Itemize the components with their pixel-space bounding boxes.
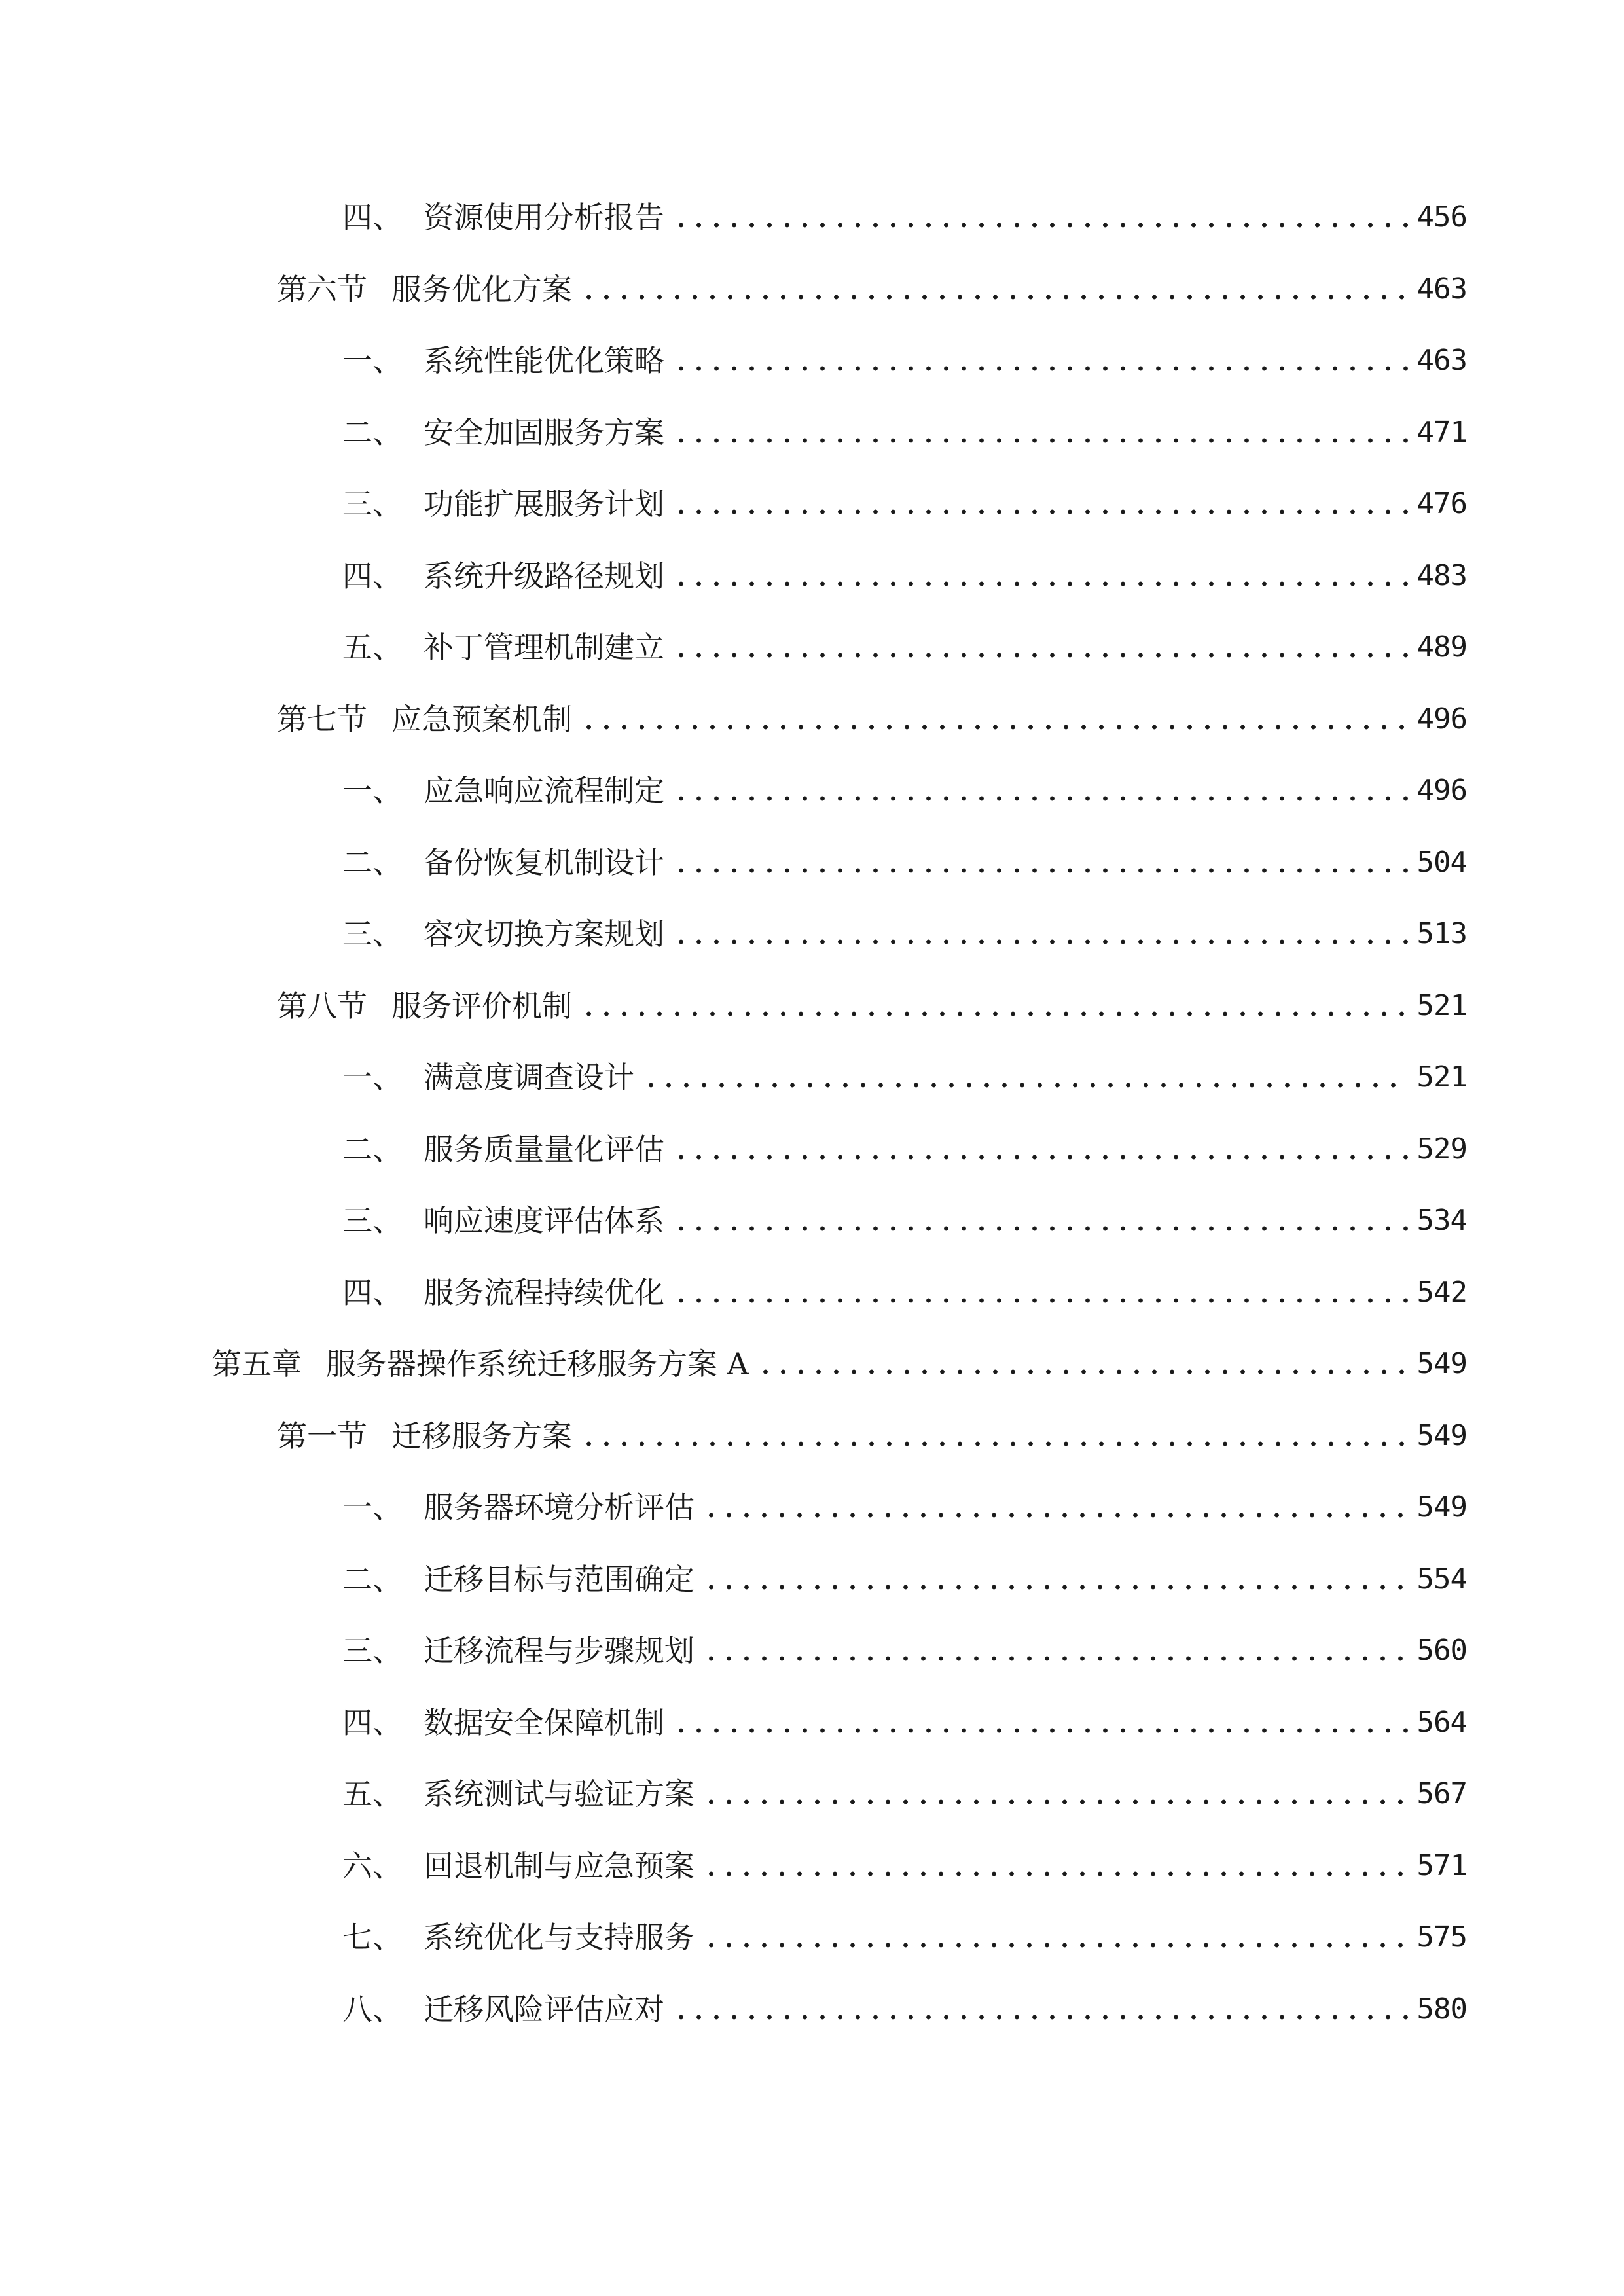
toc-entry-title: 服务质量量化评估 <box>424 1132 664 1167</box>
toc-entry-title: 补丁管理机制建立 <box>424 630 664 665</box>
toc-entry-page: 549 <box>1416 1347 1467 1380</box>
toc-entry-number: 二、 <box>342 845 403 880</box>
toc-entry-title: 服务优化方案 <box>391 272 572 307</box>
toc-entry-title: 系统优化与支持服务 <box>424 1920 695 1955</box>
toc-entry-page: 567 <box>1416 1777 1467 1810</box>
toc-entry-number: 一、 <box>342 1060 403 1095</box>
toc-entry[interactable] <box>342 191 1467 243</box>
toc-entry[interactable] <box>277 980 1467 1032</box>
dot-leader <box>580 724 1408 730</box>
toc-entry-number: 五、 <box>342 630 403 665</box>
toc-entry-number: 六、 <box>342 1848 403 1884</box>
toc-entry-page: 580 <box>1416 1992 1467 2026</box>
toc-entry-title: 服务评价机制 <box>391 988 572 1024</box>
dot-leader <box>672 1225 1408 1232</box>
toc-entry[interactable] <box>342 908 1467 960</box>
toc-entry-number: 二、 <box>342 415 403 450</box>
dot-leader <box>672 1727 1408 1734</box>
toc-entry[interactable] <box>342 836 1467 889</box>
toc-entry-number: 一、 <box>342 1490 403 1525</box>
toc-entry-number: 一、 <box>342 773 403 808</box>
toc-entry-title: 迁移流程与步骤规划 <box>424 1633 695 1668</box>
toc-entry-title: 应急预案机制 <box>391 702 572 737</box>
dot-leader <box>580 1441 1408 1447</box>
toc-entry[interactable] <box>342 764 1467 817</box>
toc-entry[interactable] <box>342 1911 1467 1964</box>
toc-entry-title: 满意度调查设计 <box>424 1060 634 1095</box>
toc-entry-page: 456 <box>1416 200 1467 234</box>
toc-entry-title: 服务器环境分析评估 <box>424 1490 695 1525</box>
toc-entry[interactable] <box>342 1553 1467 1605</box>
dot-leader <box>672 581 1408 587</box>
dot-leader <box>702 1584 1408 1590</box>
toc-entry[interactable] <box>342 334 1467 387</box>
dot-leader <box>672 795 1408 802</box>
toc-entry-number: 四、 <box>342 1275 403 1310</box>
toc-entry-title: 容灾切换方案规划 <box>424 916 664 952</box>
toc-entry-title: 数据安全保障机制 <box>424 1705 664 1740</box>
toc-entry-page: 463 <box>1416 272 1467 306</box>
toc-entry-title: 响应速度评估体系 <box>424 1203 664 1238</box>
toc-entry-number: 五、 <box>342 1776 403 1812</box>
dot-leader <box>672 365 1408 372</box>
toc-entry-page: 504 <box>1416 846 1467 879</box>
dot-leader <box>702 1942 1408 1948</box>
toc-entry[interactable] <box>342 1983 1467 2036</box>
toc-entry-title: 服务流程持续优化 <box>424 1275 664 1310</box>
toc-entry[interactable] <box>277 693 1467 745</box>
toc-entry-number: 八、 <box>342 1992 403 2027</box>
toc-entry-page: 564 <box>1416 1706 1467 1739</box>
toc-entry-title: 系统性能优化策略 <box>424 343 664 378</box>
toc-entry-number: 七、 <box>342 1920 403 1955</box>
dot-leader <box>672 867 1408 874</box>
dot-leader <box>672 939 1408 945</box>
toc-entry-title: 回退机制与应急预案 <box>424 1848 695 1884</box>
toc-entry[interactable] <box>277 263 1467 315</box>
toc-entry-title: 服务器操作系统迁移服务方案 A <box>326 1346 749 1382</box>
toc-entry[interactable] <box>342 1194 1467 1247</box>
toc-entry-page: 476 <box>1416 487 1467 520</box>
dot-leader <box>580 294 1408 300</box>
toc-entry-number: 第一节 <box>277 1418 367 1454</box>
toc-entry[interactable] <box>277 1410 1467 1462</box>
toc-entry-number: 四、 <box>342 1705 403 1740</box>
toc-entry-title: 系统升级路径规划 <box>424 558 664 594</box>
toc-entry-number: 三、 <box>342 486 403 522</box>
toc-entry-page: 549 <box>1416 1419 1467 1452</box>
toc-entry-number: 第八节 <box>277 988 367 1024</box>
toc-entry-page: 560 <box>1416 1634 1467 1667</box>
toc-entry[interactable] <box>342 478 1467 530</box>
toc-entry-number: 一、 <box>342 343 403 378</box>
toc-entry-number: 二、 <box>342 1132 403 1167</box>
toc-entry-title: 安全加固服务方案 <box>424 415 664 450</box>
toc-entry-page: 521 <box>1416 1060 1467 1094</box>
toc-entry[interactable] <box>342 1624 1467 1677</box>
toc-entry[interactable] <box>342 406 1467 459</box>
dot-leader <box>672 437 1408 444</box>
toc-entry-page: 463 <box>1416 344 1467 377</box>
toc-entry-page: 542 <box>1416 1276 1467 1309</box>
toc-entry-page: 489 <box>1416 630 1467 664</box>
toc-entry-title: 资源使用分析报告 <box>424 200 664 235</box>
toc-entry-page: 496 <box>1416 774 1467 807</box>
toc-entry[interactable] <box>342 1123 1467 1175</box>
toc-entry[interactable] <box>342 550 1467 602</box>
toc-entry-title: 迁移目标与范围确定 <box>424 1562 695 1597</box>
toc-entry[interactable] <box>342 1768 1467 1820</box>
dot-leader <box>642 1082 1408 1088</box>
toc-entry-number: 二、 <box>342 1562 403 1597</box>
dot-leader <box>672 652 1408 658</box>
toc-entry-page: 534 <box>1416 1204 1467 1237</box>
toc-entry-title: 功能扩展服务计划 <box>424 486 664 522</box>
toc-entry-page: 513 <box>1416 917 1467 950</box>
toc-entry-number: 三、 <box>342 1633 403 1668</box>
toc-entry-page: 549 <box>1416 1490 1467 1524</box>
dot-leader <box>672 222 1408 228</box>
dot-leader <box>757 1369 1408 1375</box>
dot-leader <box>702 1655 1408 1662</box>
toc-entry-page: 575 <box>1416 1920 1467 1954</box>
dot-leader <box>672 2014 1408 2020</box>
toc-entry[interactable] <box>211 1338 1467 1390</box>
dot-leader <box>702 1512 1408 1518</box>
toc-entry-title: 迁移服务方案 <box>391 1418 572 1454</box>
toc-entry-page: 571 <box>1416 1849 1467 1882</box>
toc-entry-page: 529 <box>1416 1132 1467 1166</box>
toc-entry-number: 第七节 <box>277 702 367 737</box>
dot-leader <box>580 1011 1408 1017</box>
toc-entry[interactable] <box>342 1840 1467 1892</box>
toc-entry-number: 四、 <box>342 558 403 594</box>
toc-entry-number: 第六节 <box>277 272 367 307</box>
toc-entry-number: 四、 <box>342 200 403 235</box>
toc-entry[interactable] <box>342 1266 1467 1319</box>
toc-entry[interactable] <box>342 1696 1467 1749</box>
toc-entry-number: 三、 <box>342 1203 403 1238</box>
toc-entry-number: 第五章 <box>211 1346 302 1382</box>
toc-entry-page: 554 <box>1416 1562 1467 1596</box>
toc-entry-page: 471 <box>1416 416 1467 449</box>
dot-leader <box>702 1871 1408 1877</box>
toc-entry[interactable] <box>342 1051 1467 1103</box>
dot-leader <box>702 1799 1408 1805</box>
toc-entry-title: 系统测试与验证方案 <box>424 1776 695 1812</box>
toc-entry-title: 迁移风险评估应对 <box>424 1992 664 2027</box>
dot-leader <box>672 509 1408 515</box>
toc-entry-title: 应急响应流程制定 <box>424 773 664 808</box>
dot-leader <box>672 1297 1408 1304</box>
toc-entry[interactable] <box>342 621 1467 673</box>
toc-entry-page: 521 <box>1416 989 1467 1022</box>
toc-entry[interactable] <box>342 1481 1467 1534</box>
toc-entry-title: 备份恢复机制设计 <box>424 845 664 880</box>
toc-entry-number: 三、 <box>342 916 403 952</box>
toc-entry-page: 483 <box>1416 559 1467 592</box>
dot-leader <box>672 1154 1408 1160</box>
toc-entry-page: 496 <box>1416 702 1467 736</box>
